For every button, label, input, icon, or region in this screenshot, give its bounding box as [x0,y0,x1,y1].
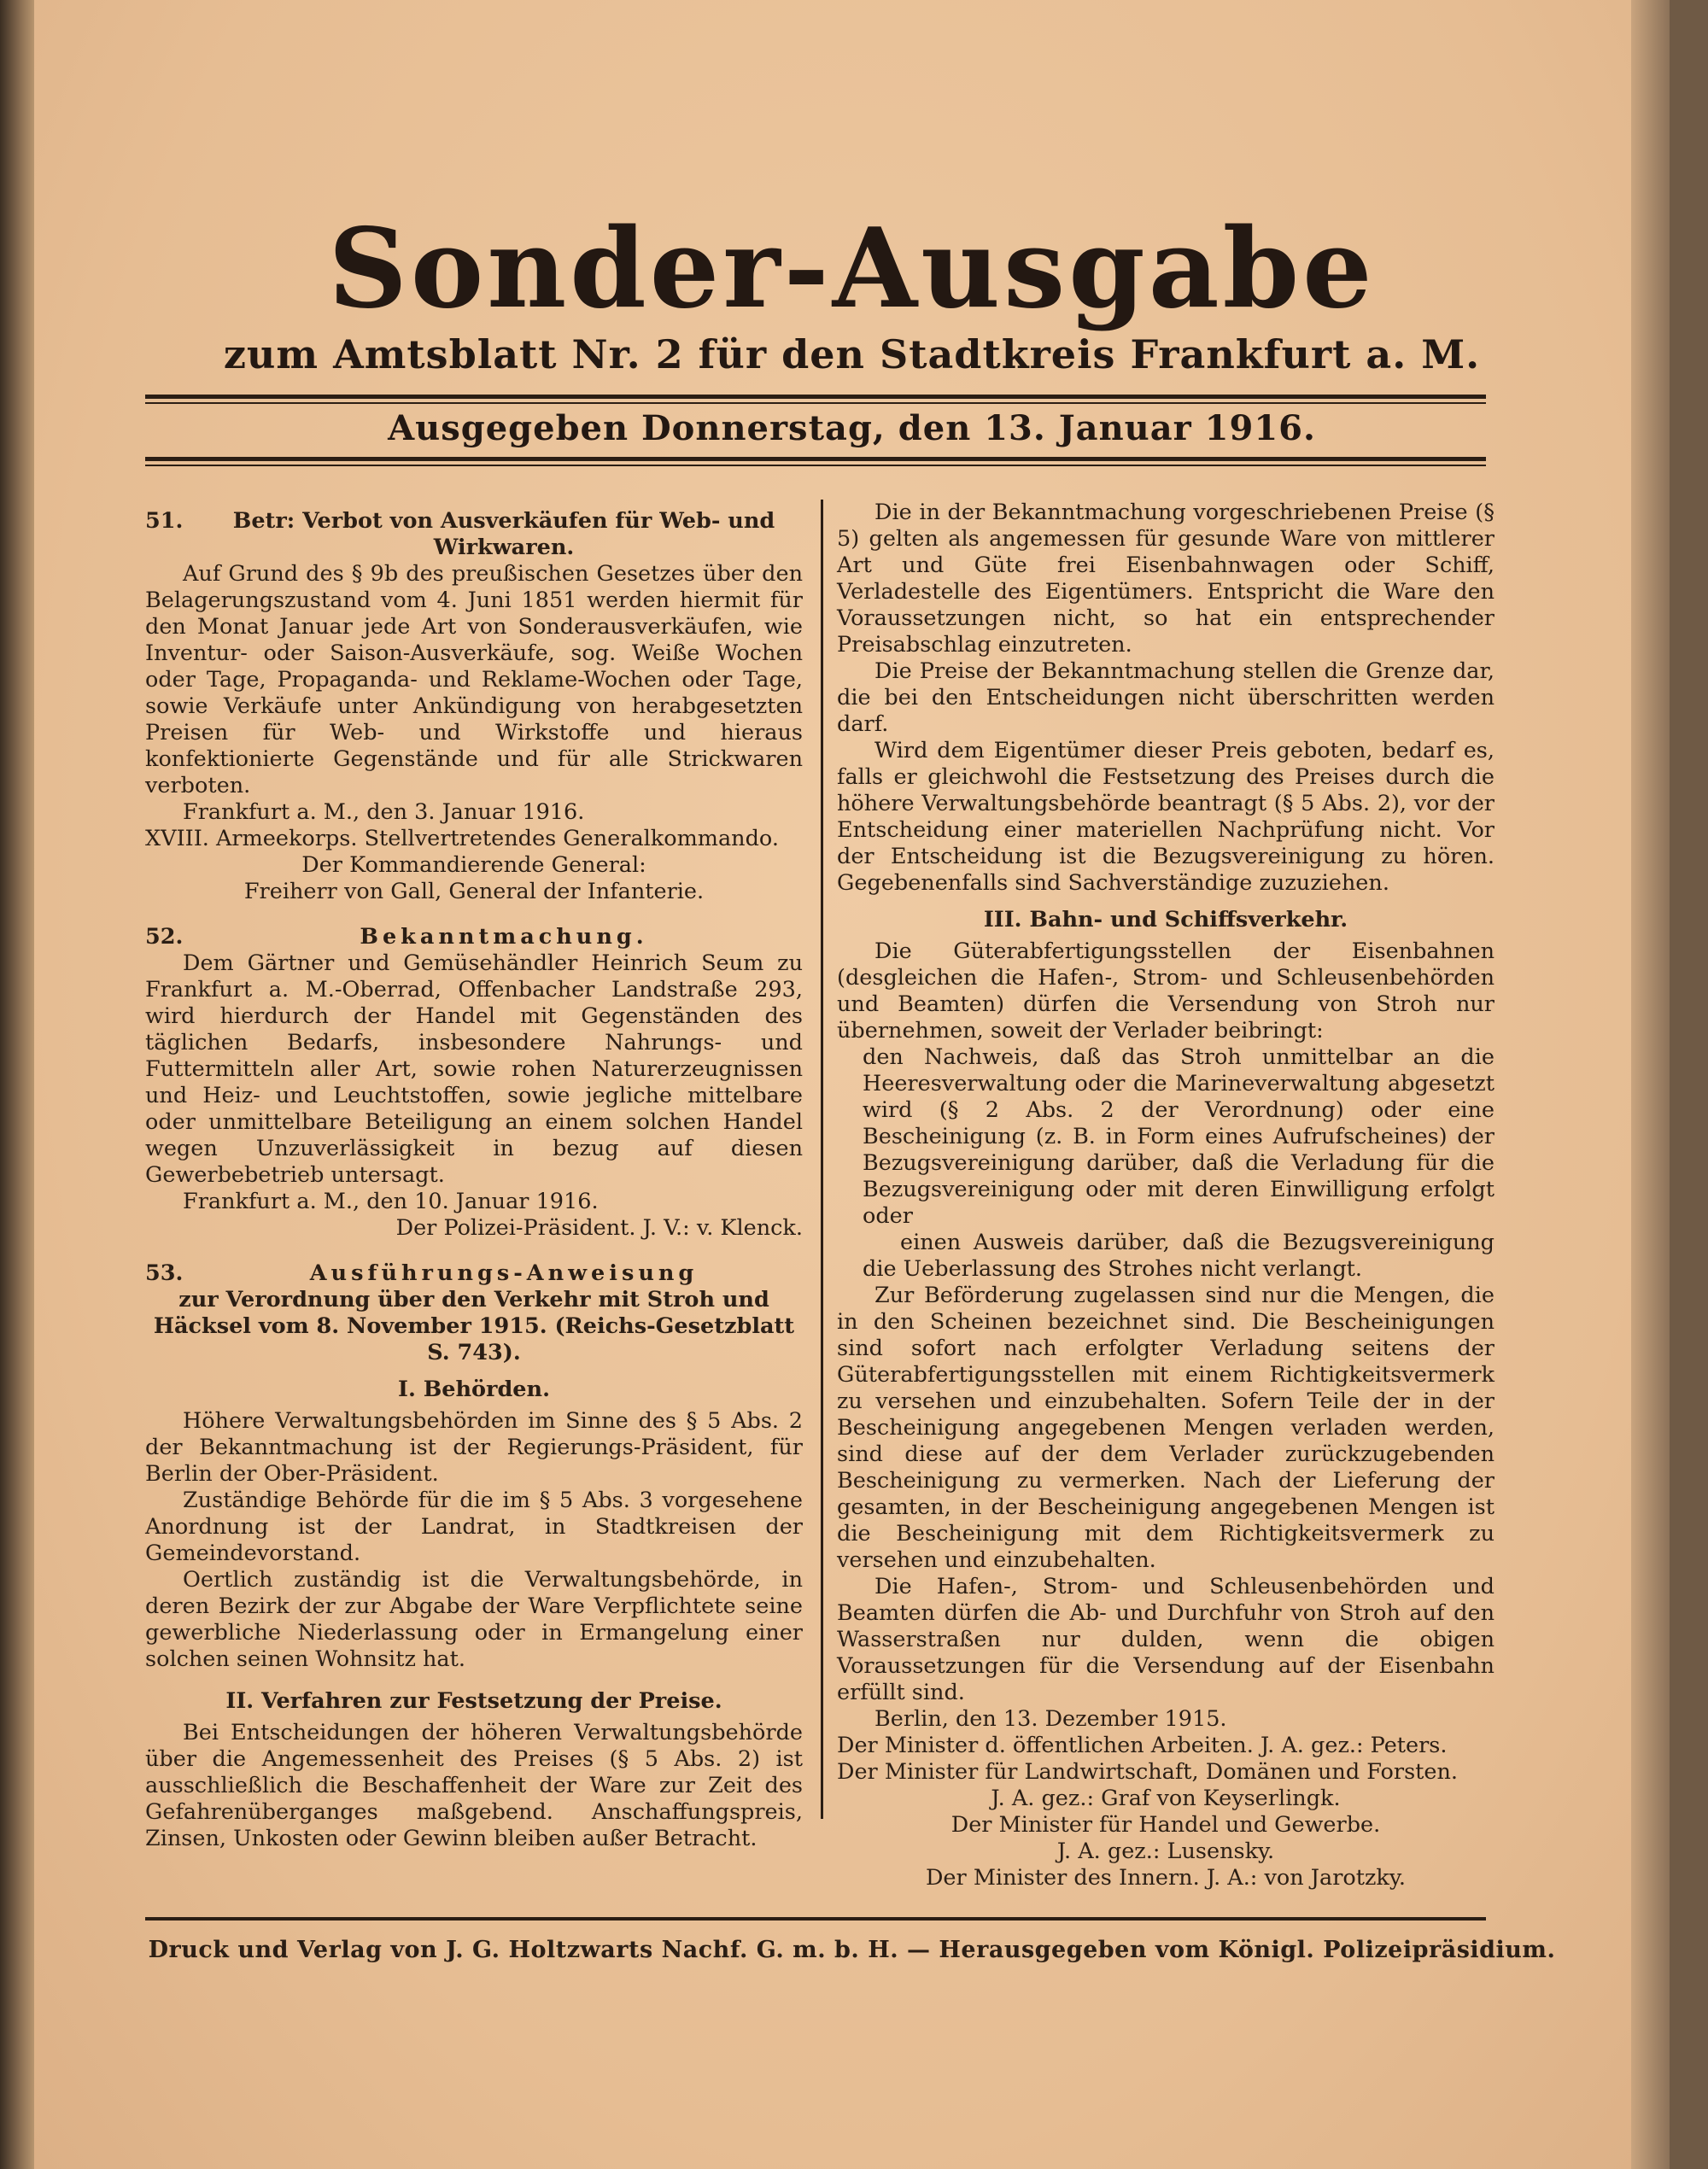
book-spine [0,0,34,2169]
paragraph: einen Ausweis darüber, daß die Bezugsvereinigung die Ueberlassung des Strohes nicht verlangt. [863,1230,1494,1282]
section-51-header [145,508,803,561]
issue-date-line: Ausgegeben Donnerstag, den 13. Januar 1916. [388,408,1316,448]
subsection-title: II. Verfahren zur Festsetzung der Preise. [225,1688,722,1714]
section-number: 51. [145,508,184,534]
section-51-signature: XVIII. Armeekorps. Stellvertretendes Generalkommando. [145,826,779,851]
section-51-signature: Freiherr von Gall, General der Infanterie. [243,879,705,904]
left-column [145,500,803,1852]
column-divider [821,500,823,1819]
section-heading: Bekanntmachung. [360,924,648,950]
paragraph: Die Hafen-, Strom- und Schleusenbehörden und Beamten dürfen die Ab- und Durchfuhr von Stroh auf den Wasserstraßen nur dulden, wenn die obigen Voraussetzungen für die Versendung auf der Eisenbahn erfüllt sind. [837,1574,1494,1705]
section-52-signature: Der Polizei-Präsident. J. V.: v. Klenck. [395,1215,803,1241]
section-52-header [145,924,803,950]
section-53-subheading: zur Verordnung über den Verkehr mit Stroh und Häcksel vom 8. November 1915. (Reichs-Gesetzblatt S. 743). [153,1287,795,1365]
section-52-place-date: Frankfurt a. M., den 10. Januar 1916. [183,1189,599,1214]
paragraph: Bei Entscheidungen der höheren Verwaltungsbehörde über die Angemessenheit des Preises (§ 5 Abs. 2) ist ausschließlich die Beschaffenheit der Ware zur Zeit des Gefahrenüberganges maßgebend. Anschaffungspreis, Zinsen, Unkosten oder Gewinn bleiben außer Betracht. [145,1720,803,1851]
signature-line: Der Minister für Landwirtschaft, Domänen und Forsten. [837,1759,1459,1785]
section-number: 53. [145,1260,184,1286]
paragraph: Wird dem Eigentümer dieser Preis geboten, bedarf es, falls er gleichwohl die Festsetzung des Preises durch die höhere Verwaltungsbehörde beantragt (§ 5 Abs. 2), vor der Entscheidung einer materiellen Nachprüfung nicht. Vor der Entscheidung ist die Bezugsvereinigung zu hören. Gegebenenfalls sind Sachverständige zuzuziehen. [837,738,1494,896]
section-51-body: Auf Grund des § 9b des preußischen Gesetzes über den Belagerungszustand vom 4. Juni 1851 werden hiermit für den Monat Januar jede Art von Sonderausverkäufen, wie Inventur- oder Saison-Ausverkäufe, sog. Weiße Wochen oder Tage, Propaganda- und Reklame-Wochen oder Tage, sowie Verkäufe unter Ankündigung von herabgesetzten Preisen für Web- und Wirkstoffe und hieraus konfektionierte Gegenstände und für alle Strickwaren verboten. [145,561,803,798]
imprint-footer: Druck und Verlag von J. G. Holtzwarts Nachf. G. m. b. H. — Herausgegeben vom Königl. Polizeipräsidium. [148,1937,1556,1963]
signature-line: J. A. gez.: Lusensky. [1056,1839,1275,1864]
signature-line: Der Minister für Handel und Gewerbe. [951,1812,1381,1838]
paragraph: Zuständige Behörde für die im § 5 Abs. 3 vorgesehene Anordnung ist der Landrat, in Stadtkreisen der Gemeindevorstand. [145,1488,803,1566]
section-51-signature: Der Kommandierende General: [301,852,646,878]
signature-line: Der Minister d. öffentlichen Arbeiten. J. A. gez.: Peters. [837,1733,1448,1758]
section-52-body: Dem Gärtner und Gemüsehändler Heinrich Seum zu Frankfurt a. M.-Oberrad, Offenbacher Landstraße 293, wird hierdurch der Handel mit Gegenständen des täglichen Bedarfs, insbesondere Nahrungs- und Futtermitteln aller Art, sowie rohen Naturerzeugnissen und Heiz- und Leuchtstoffen, sowie jegliche mittelbare oder unmittelbare Beteiligung an einem solchen Handel wegen Unzuverlässigkeit in bezug auf diesen Gewerbebetrieb untersagt. [145,950,803,1188]
section-51-place-date: Frankfurt a. M., den 3. Januar 1916. [183,799,585,825]
right-column [837,500,1494,1891]
paragraph: Die in der Bekanntmachung vorgeschriebenen Preise (§ 5) gelten als angemessen für gesunde Ware von mittlerer Art und Güte frei Eisenbahnwagen oder Schiff, Verladestelle des Eigentümers. Entspricht die Ware den Voraussetzungen nicht, so hat ein entsprechender Preisabschlag einzutreten. [837,500,1494,658]
paragraph: Die Güterabfertigungsstellen der Eisenbahnen (desgleichen die Hafen-, Strom- und Schleusenbehörden und Beamten) dürfen die Versendung von Stroh nur übernehmen, soweit der Verlader beibringt: [837,938,1494,1044]
subsection-title: I. Behörden. [398,1377,550,1402]
paragraph: Die Preise der Bekanntmachung stellen die Grenze dar, die bei den Entscheidungen nicht überschritten werden darf. [837,658,1494,737]
signature-line: J. A. gez.: Graf von Keyserlingk. [991,1786,1341,1811]
place-date: Berlin, den 13. Dezember 1915. [874,1706,1227,1732]
paragraph: Zur Beförderung zugelassen sind nur die Mengen, die in den Scheinen bezeichnet sind. Die Bescheinigungen sind sofort nach erfolgter Verladung seitens der Güterabfertigungsstellen mit einem Richtigkeitsvermerk zu versehen und einzubehalten. Sofern Teile der in der Bescheinigung angegebenen Mengen verladen werden, sind diese auf der dem Verlader zurückzugebenden Bescheinigung zu vermerken. Nach der Lieferung der gesamten, in der Bescheinigung angegebenen Mengen ist die Bescheinigung mit dem Richtigkeitsvermerk zu versehen und einzubehalten. [837,1283,1494,1573]
masthead-rule-top-thin [145,402,1486,404]
paragraph: Oertlich zuständig ist die Verwaltungsbehörde, in deren Bezirk der zur Abgabe der Ware Verpflichtete seine gewerbliche Niederlassung oder in Ermangelung einer solchen seinen Wohnsitz hat. [145,1567,803,1672]
masthead-rule-top [145,395,1486,399]
section-heading: Ausführungs-Anweisung [309,1260,699,1286]
footer-rule [145,1917,1486,1921]
masthead-rule-bottom-thin [145,465,1486,466]
masthead-title: Sonder-Ausgabe [328,205,1376,333]
subsection-title: III. Bahn- und Schiffsverkehr. [983,907,1348,932]
paragraph: den Nachweis, daß das Stroh unmittelbar an die Heeresverwaltung oder die Marineverwaltung abgesetzt wird (§ 2 Abs. 2 der Verordnung) oder eine Bescheinigung (z. B. in Form eines Aufrufscheines) der Bezugsvereinigung darüber, daß die Verladung für die Bezugsvereinigung oder mit deren Einwilligung erfolgt oder [863,1044,1494,1229]
masthead-rule-bottom [145,457,1486,461]
newspaper-page [34,0,1670,2169]
masthead-subtitle: zum Amtsblatt Nr. 2 für den Stadtkreis Frankfurt a. M. [223,331,1481,377]
section-number: 52. [145,924,184,950]
section-heading: Betr: Verbot von Ausverkäufen für Web- und Wirkwaren. [232,508,775,560]
paragraph: Höhere Verwaltungsbehörden im Sinne des § 5 Abs. 2 der Bekanntmachung ist der Regierungs-Präsident, für Berlin der Ober-Präsident. [145,1408,803,1487]
section-53-header [145,1260,803,1287]
signature-line: Der Minister des Innern. J. A.: von Jarotzky. [925,1865,1407,1891]
